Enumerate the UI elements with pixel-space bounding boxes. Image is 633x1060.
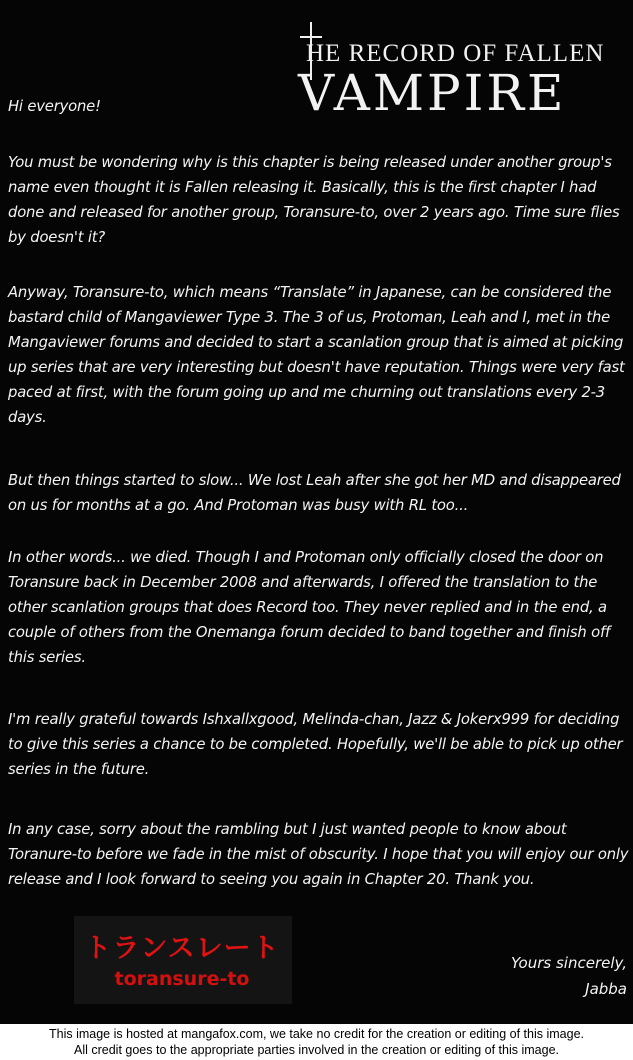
letter-paragraph-2: Anyway, Toransure-to, which means “Translate” in Japanese, can be considered the bastard child of Mangaviewer Type 3. The 3 of us, Protoman, Leah and I, met in the Mangaviewer forums and decided to start a scanlation group that is aimed at picking up series that are very interesting but doesn't have reputation. Things were very fast paced at first, with the forum going up and me churning out translations every 2-3 days. [8,284,625,426]
disclaimer-line-2: All credit goes to the appropriate parties involved in the creation or editing of this image. [74,1043,559,1057]
closing-text: Yours sincerely, [511,954,627,972]
hosting-disclaimer [0,1026,633,1058]
letter-paragraph-6: In any case, sorry about the rambling but I just wanted people to know about Toranure-to before we fade in the mist of obscurity. I hope that you will enjoy our only release and I look forward to seeing you again in Chapter 20. Thank you. [8,821,629,888]
title-line-1: HE RECORD OF FALLEN [306,40,605,67]
letter-greeting: Hi everyone! [8,98,101,115]
logo-romaji-text: toransure-to [114,968,250,990]
disclaimer-line-1: This image is hosted at mangafox.com, we take no credit for the creation or editing of this image. [49,1027,584,1041]
signature-text: Jabba [585,980,627,998]
letter-paragraph-3: But then things started to slow... We lost Leah after she got her MD and disappeared on us for months at a go. And Protoman was busy with RL too... [8,472,621,514]
logo-japanese-text: トランスレート [84,933,280,964]
letter-paragraph-4: In other words... we died. Though I and Protoman only officially closed the door on Toransure back in December 2008 and afterwards, I offered the translation to the other scanlation groups that does Record too. They never replied and in the end, a couple of others from the Onemanga forum decided to band together and finish off this series. [8,549,610,666]
group-logo [74,916,292,1004]
letter-paragraph-1: You must be wondering why is this chapter is being released under another group's name even thought it is Fallen releasing it. Basically, this is the first chapter I had done and released for another group, Toransure-to, over 2 years ago. Time sure flies by doesn't it? [8,154,620,246]
signoff [511,950,627,1002]
letter-paragraph-5: I'm really grateful towards Ishxallxgood, Melinda-chan, Jazz & Jokerx999 for deciding to give this series a chance to be completed. Hopefully, we'll be able to pick up other series in the future. [8,711,623,778]
title-line-2: VAMPIRE [298,64,567,122]
